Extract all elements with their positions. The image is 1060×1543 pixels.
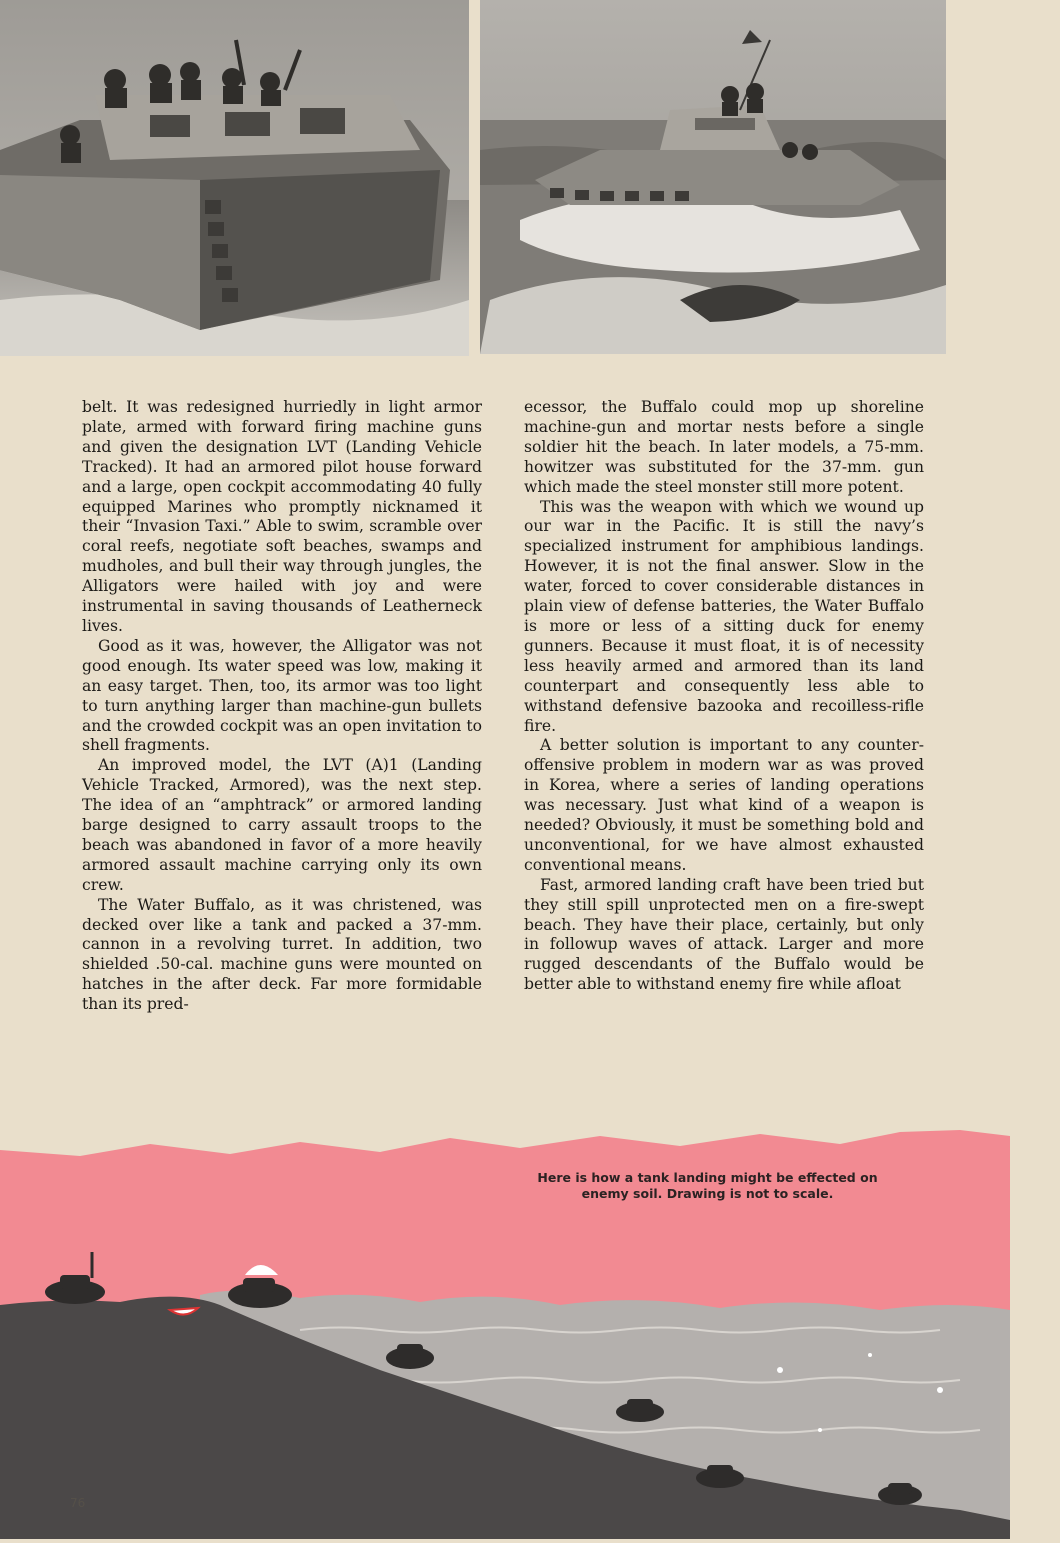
paragraph: ecessor, the Buffalo could mop up shoreline machine-gun and mortar nests before a single soldier hit the beach. In later models, a 75-mm. howitzer was substituted for the 37-mm. gun which made the steel monster still more potent. [524,398,924,496]
paragraph: The Water Buffalo, as it was christened, was decked over like a tank and packed a 37-mm. cannon in a revolving turret. In addition, two shielded .50-cal. machine guns were mounted on hatches in the after deck. Far more formidable than its pred- [82,895,482,1014]
article-column-left [82,398,482,1015]
paragraph: An improved model, the LVT (A)1 (Landing Vehicle Tracked, Armored), was the next step. The idea of an “amphtrack” or armored landing barge designed to carry assault troops to the beach was abandoned in favor of a more heavily armored assault machine carrying only its own crew. [82,756,482,894]
paragraph: Fast, armored landing craft have been tried but they still spill unprotected men on a fire-swept beach. They have their place, certainly, but only in followup waves of attack. Larger and more rugged descendants of the Buffalo would be better able to withstand enemy fire while afloat [524,875,924,994]
paragraph: belt. It was redesigned hurriedly in light armor plate, armed with forward firing machine guns and given the designation LVT (Landing Vehicle Tracked). It had an armored pilot house forward and a large, open cockpit accommodating 40 fully equipped Marines who promptly nicknamed it their “Invasion Taxi.” Able to swim, scramble over coral reefs, negotiate soft beaches, swamps and mudholes, and bull their way through jungles, the Alligators were hailed with joy and were instrumental in saving thousands of Leatherneck lives. [82,398,482,635]
alligator-amphibian-photo [0,0,469,356]
paragraph: This was the weapon with which we wound up our war in the Pacific. It is still the navy’s specialized instrument for amphibious landings. However, it is not the final answer. Slow in the water, forced to cover considerable distances in plain view of defense batteries, the Water Buffalo is more or less of a sitting duck for enemy gunners. Because it must float, it is of necessity less heavily armed and armored than its land counterpart and consequently less able to withstand defensive bazooka and recoilless-rifle fire. [524,497,924,735]
page-number: 76 [70,1496,86,1510]
water-buffalo-amphibian-photo [480,0,946,354]
paragraph: A better solution is important to any counter-offensive problem in modern war as was proved in Korea, where a series of landing operations was necessary. Just what kind of a weapon is needed? Obviously, it must be something bold and unconventional, for we have almost exhausted conventional means. [524,736,924,874]
article-column-right [524,398,924,995]
paragraph: Good as it was, however, the Alligator was not good enough. Its water speed was low, making it an easy target. Then, too, its armor was too light to turn anything larger than machine-gun bullets and the crowded cockpit was an open invitation to shell fragments. [82,636,482,755]
illustration-caption: Here is how a tank landing might be effected on enemy soil. Drawing is not to scale. [537,1170,878,1201]
